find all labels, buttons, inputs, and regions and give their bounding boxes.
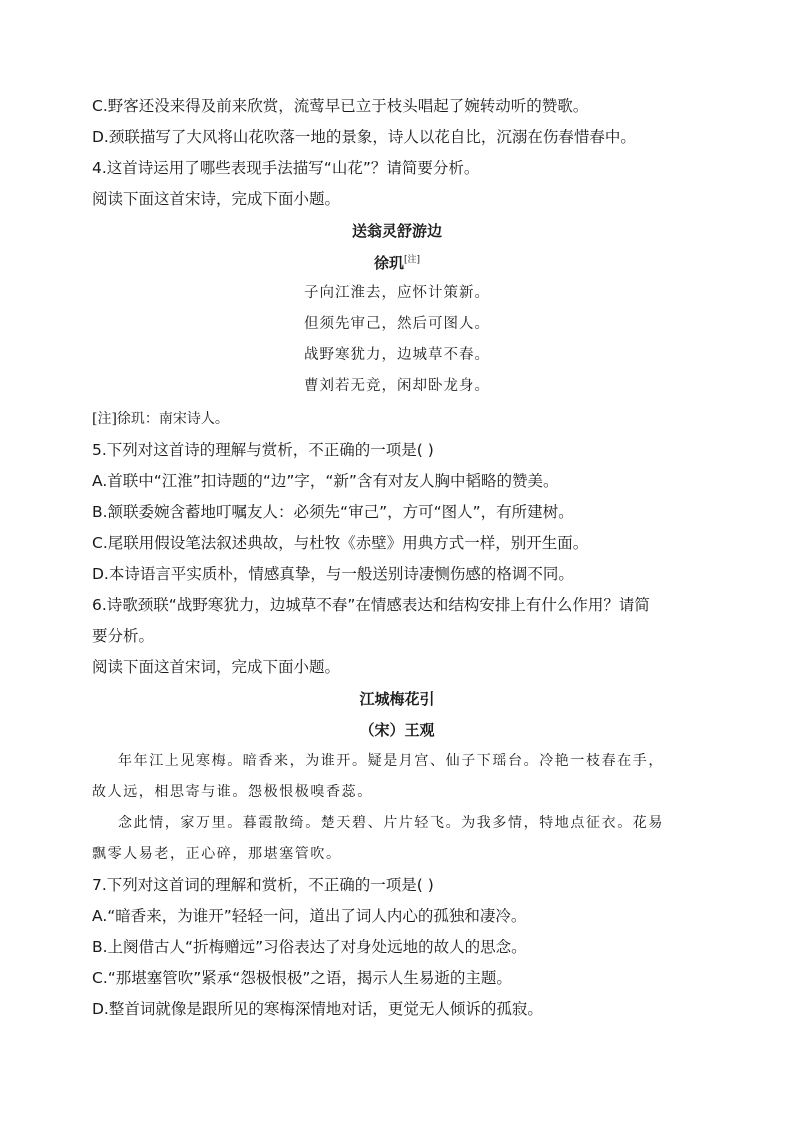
q5-option-c: C.尾联用假设笔法叙述典故，与杜牧《赤壁》用典方式一样，别开生面。	[92, 534, 589, 552]
q7-option-d: D.整首词就像是跟所见的寒梅深情地对话，更觉无人倾诉的孤寂。	[92, 1000, 543, 1018]
poem-author	[0, 250, 794, 273]
ci-p1-line-1: 年年江上见寒梅。暗香来，为谁开。疑是月宫、仙子下瑶台。冷艳一枝春在手，	[118, 753, 664, 769]
q7-option-c: C.“那堪塞管吹”紧承“怨极恨极”之语，揭示人生易逝的主题。	[92, 969, 512, 987]
ci-p2-line-2: 飘零人易老，正心碎，那堪塞管吹。	[92, 846, 342, 862]
poem-intro: 阅读下面这首宋诗，完成下面小题。	[92, 190, 341, 208]
q7-option-b: B.上阕借古人“折梅赠远”习俗表达了对身处远地的故人的思念。	[92, 938, 527, 956]
ci-author: （宋）王观	[359, 721, 435, 739]
q4-question: 4.这首诗运用了哪些表现手法描写“山花”？请简要分析。	[92, 159, 480, 177]
poem-author-note-mark: [注]	[403, 255, 421, 265]
q7-stem: 7.下列对这首词的理解和赏析，不正确的一项是( )	[92, 876, 434, 894]
ci-p1-line-2: 故人远，相思寄与谁。怨极恨极嗅香蕊。	[92, 784, 373, 800]
q5-stem: 5.下列对这首诗的理解与赏析，不正确的一项是( )	[92, 441, 434, 459]
ci-intro: 阅读下面这首宋词，完成下面小题。	[92, 658, 341, 676]
q5-option-d: D.本诗语言平实质朴，情感真挚，与一般送别诗凄恻伤感的格调不同。	[92, 565, 574, 583]
q6-line-2: 要分析。	[92, 627, 155, 645]
q5-option-a: A.首联中“江淮”扣诗题的“边”字，“新”含有对友人胸中韬略的赞美。	[92, 472, 559, 490]
q3-option-d: D.颈联描写了大风将山花吹落一地的景象，诗人以花自比，沉溺在伤春惜春中。	[92, 128, 636, 146]
q5-option-b: B.颔联委婉含蓄地叮嘱友人：必须先“审己”，方可“图人”，有所建树。	[92, 503, 574, 521]
poem-line-2: 但须先审己，然后可图人。	[304, 316, 490, 332]
poem-line-1: 子向江淮去，应怀计策新。	[304, 285, 490, 301]
poem-note: [注]徐玑：南宋诗人。	[92, 411, 229, 427]
q3-option-c: C.野客还没来得及前来欣赏，流莺早已立于枝头唱起了婉转动听的赞歌。	[92, 97, 589, 115]
q7-option-a: A.“暗香来，为谁开”轻轻一问，道出了词人内心的孤独和凄冷。	[92, 907, 527, 925]
poem-title: 送翁灵舒游边	[351, 222, 442, 240]
poem-author-name: 徐玑	[373, 254, 404, 272]
poem-line-3: 战野寒犹力，边城草不春。	[304, 347, 490, 363]
ci-title: 江城梅花引	[359, 690, 435, 708]
q6-line-1: 6.诗歌颈联“战野寒犹力，边城草不春”在情感表达和结构安排上有什么作用？请简	[92, 596, 650, 614]
poem-line-4: 曹刘若无竞，闲却卧龙身。	[304, 378, 490, 394]
ci-p2-line-1: 念此情，家万里。暮霞散绮。楚天碧、片片轻飞。为我多情，特地点征衣。花易	[118, 815, 664, 831]
